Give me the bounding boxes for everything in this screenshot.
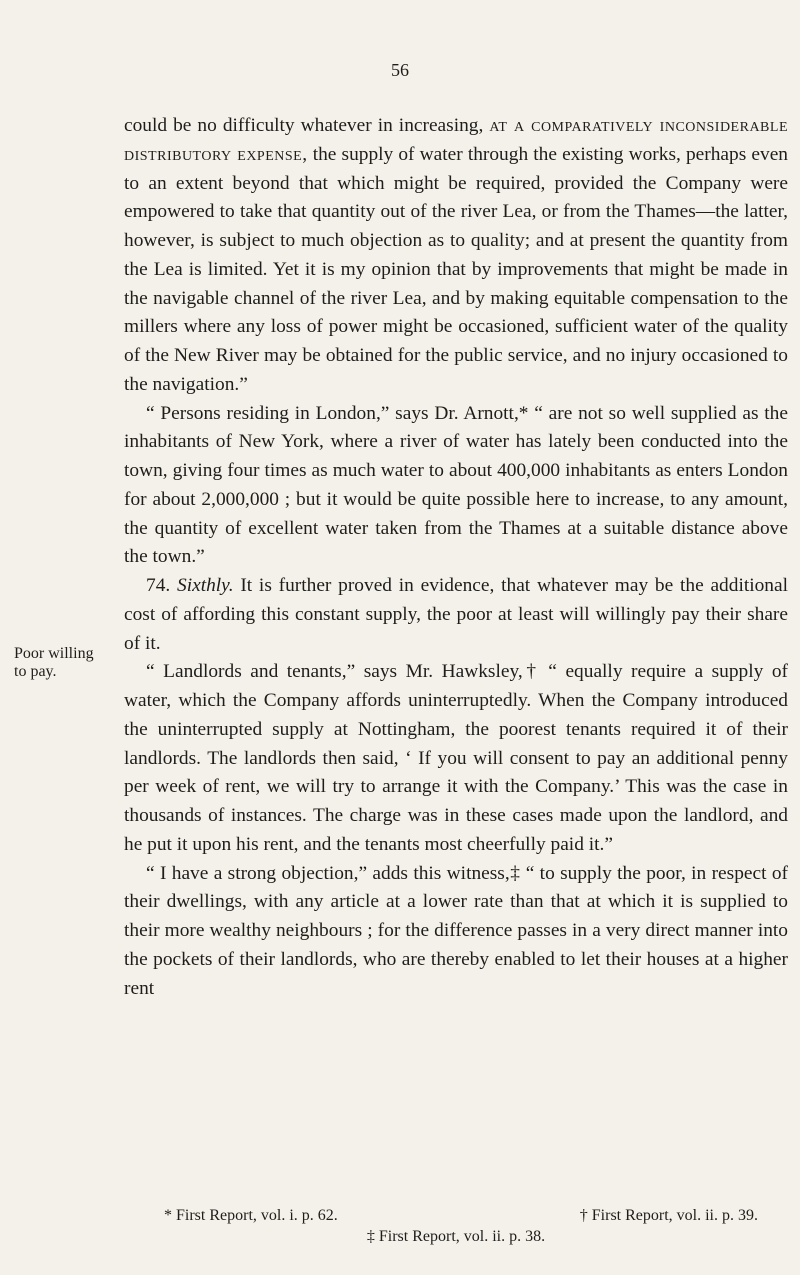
paragraph-1-start: could be no difficulty whatever in increasing, — [124, 115, 490, 136]
page-number: 56 — [391, 60, 409, 80]
paragraph-1-rest: the supply of water through the existing works, perhaps even to an extent beyond that which might be required, provided the Company were empowered to take that quantity out of the river Lea, or from the Thames—the latter, however, is subject to much objection as to quality; and at present the quantity from the Lea is limited. Yet it is my opinion that by improvements that might be made in the navigable channel of the river Lea, and by making equitable compensation to the millers where any loss of power might be occasioned, sufficient water of the quality of the New River may be obtained for the public service, and no injury occasioned to the navigation.” — [124, 143, 789, 395]
footnote-1: * First Report, vol. i. p. 62. — [164, 1207, 338, 1224]
margin-note-line-2: to pay. — [14, 663, 57, 680]
margin-note-line-1: Poor willing — [14, 645, 94, 662]
body-text — [124, 112, 788, 1003]
section-number: 74. — [146, 575, 171, 596]
margin-note — [14, 645, 124, 681]
small-caps-phrase: at a comparatively inconsiderable distributory expense, — [124, 115, 788, 165]
footnote-2: † First Report, vol. ii. p. 39. — [579, 1207, 758, 1224]
paragraph-3 — [124, 572, 788, 658]
footnote-3: ‡ First Report, vol. ii. p. 38. — [366, 1228, 546, 1245]
paragraph-4: “ Landlords and tenants,” says Mr. Hawksley,† “ equally require a supply of water, which the Company affords uninterruptedly. When the Company introduced the uninterrupted supply at Nottingham, the poorest tenants required it of their landlords. The landlords then said, ‘ If you will consent to pay an additional penny per week of rent, we will try to arrange it with the Company.’ This was the case in thousands of instances. The charge was in these cases made upon the landlord, and he put it upon his rent, and the tenants most cheerfully paid it.” — [124, 661, 788, 855]
footnotes — [124, 1205, 788, 1247]
section-heading: Sixthly. — [177, 575, 234, 596]
footnote-row — [124, 1205, 788, 1226]
paragraph-5: “ I have a strong objection,” adds this witness,‡ “ to supply the poor, in respect of their dwellings, with any article at a lower rate than that at which it is supplied to their more wealthy neighbours ; for the difference passes in a very direct manner into the pockets of their landlords, who are thereby enabled to let their houses at a higher rent — [124, 862, 788, 999]
paragraph-2: “ Persons residing in London,” says Dr. Arnott,* “ are not so well supplied as the inhabitants of New York, where a river of water has lately been conducted into the town, giving four times as much water to about 400,000 inhabitants as enters London for about 2,000,000 ; but it would be quite possible here to increase, to any amount, the quantity of excellent water taken from the Thames at a suitable distance above the town.” — [124, 402, 788, 568]
paragraph-1 — [124, 112, 788, 400]
paragraph-3-text: It is further proved in evidence, that whatever may be the additional cost of affording this constant supply, the poor at least will willingly pay their share of it. — [124, 575, 788, 654]
